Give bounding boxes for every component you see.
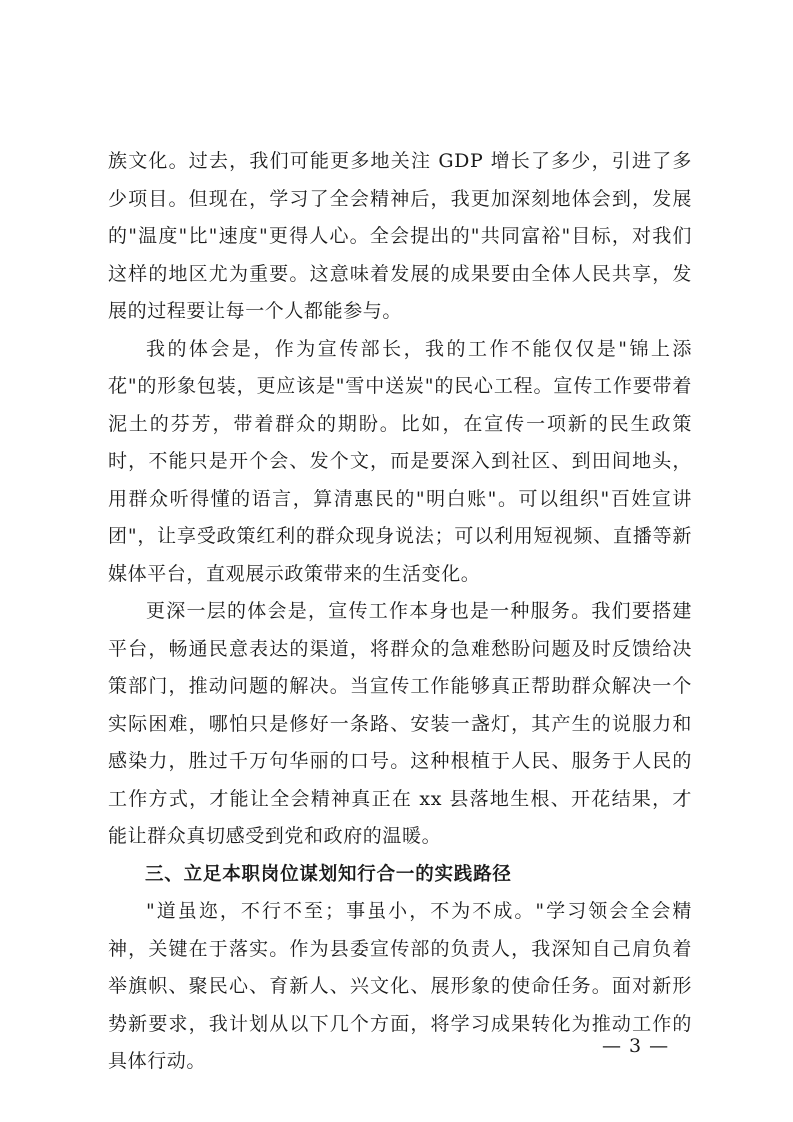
paragraph-practice: "道虽迩，不行不至；事虽小，不为不成。"学习领会全会精神，关键在于落实。作为县委宣传部的负责人，我深知自己肩负着举旗帜、聚民心、育新人、兴文化、展形象的使命任务。面对新形势新要求，我计划从以下几个方面，将学习成果转化为推动工作的具体行动。 <box>108 900 692 1072</box>
paragraph-continued: 族文化。过去，我们可能更多地关注 GDP 增长了多少，引进了多少项目。但现在，学习了全会精神后，我更加深刻地体会到，发展的"温度"比"速度"更得人心。全会提出的"共同富裕"目标，对我们这样的地区尤为重要。这意味着发展的成果要由全体人民共享，发展的过程要让每一个人都能参与。 <box>108 150 692 322</box>
document-body <box>108 143 692 1081</box>
page-number: — 3 — <box>602 1035 670 1057</box>
paragraph-propaganda-role: 我的体会是，作为宣传部长，我的工作不能仅仅是"锦上添花"的形象包装，更应该是"雪中送炭"的民心工程。宣传工作要带着泥土的芬芳，带着群众的期盼。比如，在宣传一项新的民生政策时，不能只是开个会、发个文，而是要深入到社区、到田间地头，用群众听得懂的语言，算清惠民的"明白账"。可以组织"百姓宣讲团"，让享受政策红利的群众现身说法；可以利用短视频、直播等新媒体平台，直观展示政策带来的生活变化。 <box>108 337 692 585</box>
section-heading: 三、立足本职岗位谋划知行合一的实践路径 <box>145 863 512 885</box>
paragraph-service: 更深一层的体会是，宣传工作本身也是一种服务。我们要搭建平台，畅通民意表达的渠道，将群众的急难愁盼问题及时反馈给决策部门，推动问题的解决。当宣传工作能够真正帮助群众解决一个实际困难，哪怕只是修好一条路、安装一盏灯，其产生的说服力和感染力，胜过千万句华丽的口号。这种根植于人民、服务于人民的工作方式，才能让全会精神真正在 xx 县落地生根、开花结果，才能让群众真切感受到党和政府的温暖。 <box>108 600 692 847</box>
